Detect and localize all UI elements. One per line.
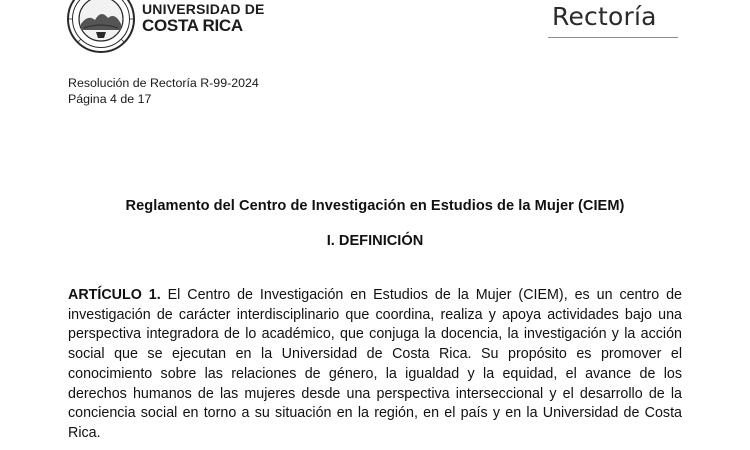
resolution-number: Resolución de Rectoría R-99-2024 xyxy=(68,76,259,90)
university-wordmark xyxy=(142,2,265,34)
page-header xyxy=(0,0,750,60)
article-label: ARTÍCULO 1. xyxy=(68,287,161,303)
article-body: El Centro de Investigación en Estudios de la Mujer (CIEM), es un centro de investigación de carácter interdisciplinario que coordina, realiza y apoya actividades bajo una perspectiva integradora de lo académico, que conjuga la docencia, la investigación y la acción social que se ejecutan en la Universidad de Costa Rica. Su propósito es promover el conocimiento sobre las relaciones de género, la igualdad y la equidad, el avance de los derechos humanos de las mujeres desde una perspectiva interseccional y el desarrollo de la conciencia social en torno a su situación en la región, en el país y en la Universidad de Costa Rica. xyxy=(68,287,682,441)
article-paragraph xyxy=(68,286,682,444)
university-name-line2: COSTA RICA xyxy=(142,16,243,35)
document-meta xyxy=(68,75,259,107)
office-title: Rectoría xyxy=(552,2,657,31)
section-heading: I. DEFINICIÓN xyxy=(326,233,424,249)
document-title: Reglamento del Centro de Investigación en Estudios de la Mujer (CIEM) xyxy=(125,198,625,214)
page-number: Página 4 de 17 xyxy=(68,92,152,106)
university-seal-icon xyxy=(66,0,136,54)
office-title-underline xyxy=(548,37,678,38)
university-name-line1: UNIVERSIDAD DE xyxy=(142,1,265,17)
